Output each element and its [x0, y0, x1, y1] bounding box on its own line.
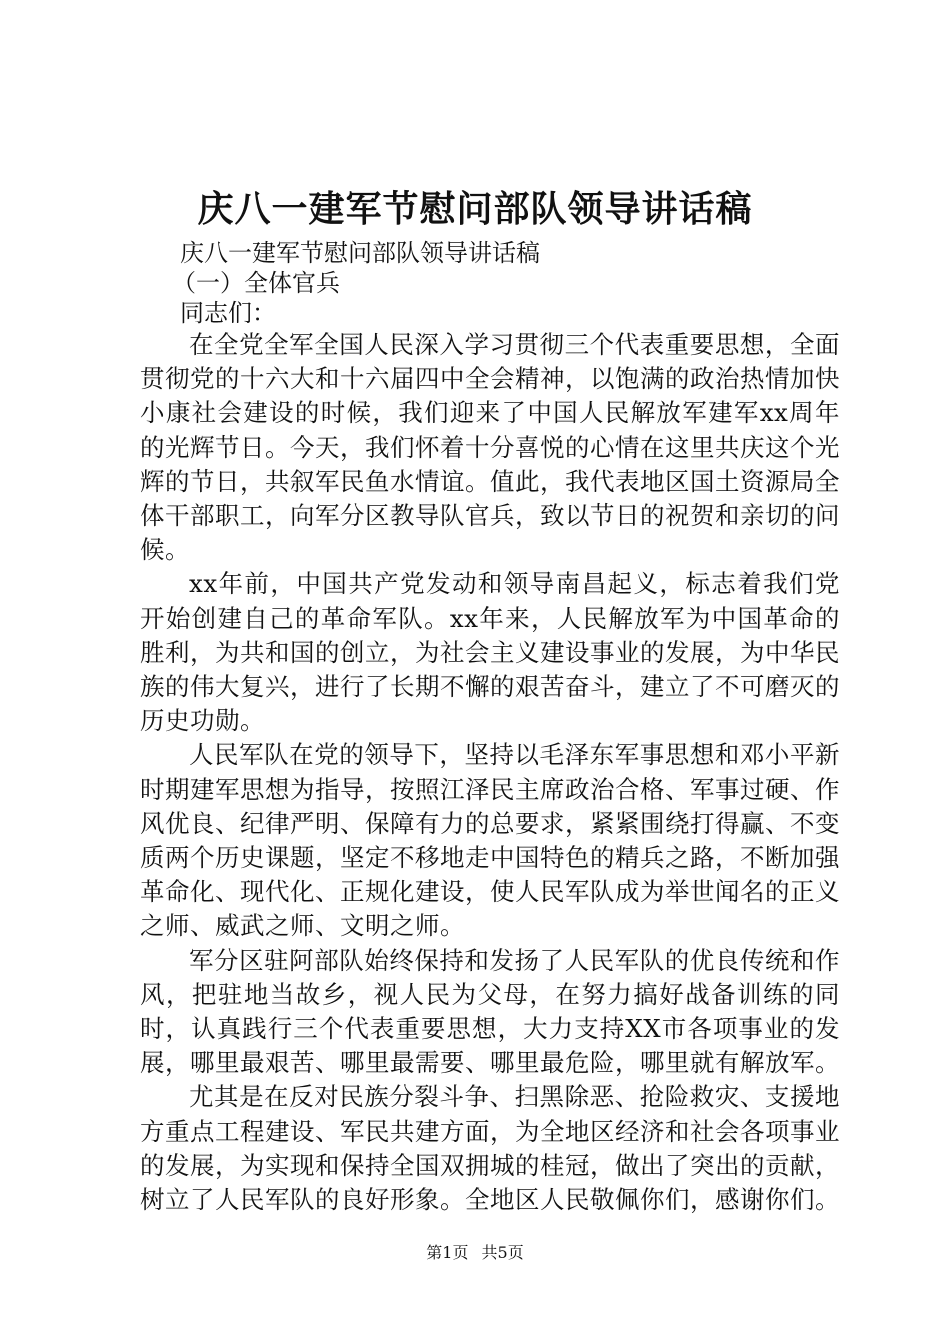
- document-title: 庆八一建军节慰问部队领导讲话稿: [197, 188, 753, 230]
- section-heading: （一）全体官兵: [172, 269, 340, 297]
- paragraph-3: 人民军队在党的领导下，坚持以毛泽东军事思想和邓小平新时期建军思想为指导，按照江泽民主席政治合格、军事过硬、作风优良、纪律严明、保障有力的总要求，紧紧围绕打得赢、不变质两个历史课题，坚定不移地走中国特色的精兵之路，不断加强革命化、现代化、正规化建设，使人民军队成为举世闻名的正义之师、威武之师、文明之师。: [140, 740, 840, 941]
- page-footer: [0, 1243, 950, 1263]
- paragraph-2: xx年前，中国共产党发动和领导南昌起义，标志着我们党开始创建自己的革命军队。xx年来，人民解放军为中国革命的胜利，为共和国的创立，为社会主义建设事业的发展，为中华民族的伟大复兴，进行了长期不懈的艰苦奋斗，建立了不可磨灭的历史功勋。: [140, 569, 840, 736]
- paragraph-4: 军分区驻阿部队始终保持和发扬了人民军队的优良传统和作风，把驻地当故乡，视人民为父母，在努力搞好战备训练的同时，认真践行三个代表重要思想，大力支持XX市各项事业的发展，哪里最艰苦、哪里最需要、哪里最危险，哪里就有解放军。: [140, 945, 840, 1078]
- page-total: 共5页: [481, 1243, 524, 1262]
- page-number: 第1页: [426, 1243, 469, 1262]
- document-body: [140, 328, 840, 1217]
- paragraph-5: 尤其是在反对民族分裂斗争、扫黑除恶、抢险救灾、支援地方重点工程建设、军民共建方面，为全地区经济和社会各项事业的发展，为实现和保持全国双拥城的桂冠，做出了突出的贡献，树立了人民军队的良好形象。全地区人民敬佩你们，感谢你们。: [140, 1082, 840, 1215]
- document-subtitle: 庆八一建军节慰问部队领导讲话稿: [180, 239, 540, 267]
- paragraph-1: 在全党全军全国人民深入学习贯彻三个代表重要思想，全面贯彻党的十六大和十六届四中全会精神，以饱满的政治热情加快小康社会建设的时候，我们迎来了中国人民解放军建军xx周年的光辉节日。今天，我们怀着十分喜悦的心情在这里共庆这个光辉的节日，共叙军民鱼水情谊。值此，我代表地区国土资源局全体干部职工，向军分区教导队官兵，致以节日的祝贺和亲切的问候。: [140, 330, 840, 565]
- salutation: 同志们：: [180, 299, 276, 327]
